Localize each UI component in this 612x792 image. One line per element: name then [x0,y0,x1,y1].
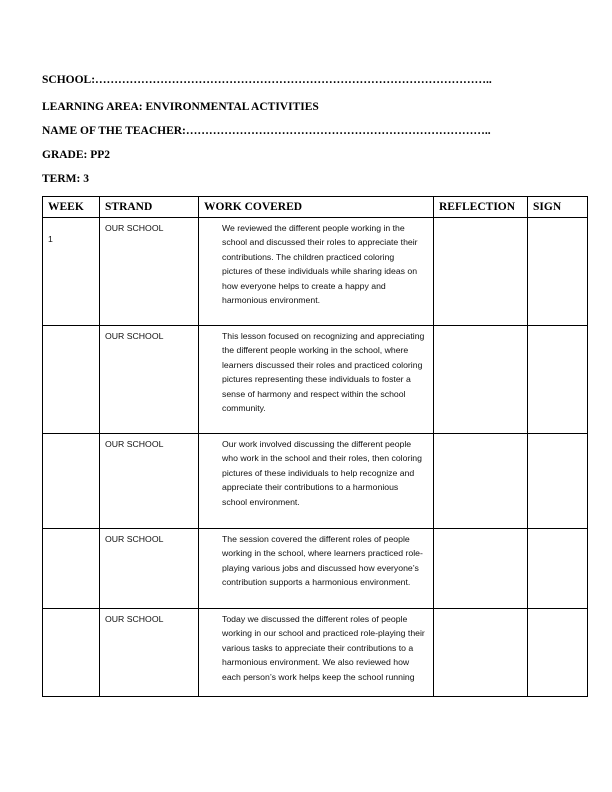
work-covered-cell: The session covered the different roles of people working in the school, where learners practiced role-playing various jobs and discussed how everyone’s contribution supports a harmonious environment. [199,529,434,609]
strand-cell: OUR SCHOOL [100,326,199,434]
work-covered-cell: Our work involved discussing the different people who work in the school and their roles, then coloring pictures of these individuals to help recognize and appreciate their contributions to a harmonious school environment. [199,434,434,529]
work-covered-cell: This lesson focused on recognizing and appreciating the different people working in the school, where learners discussed their roles and practiced coloring pictures representing these individuals to foster a sense of harmony and respect within the school community. [199,326,434,434]
table-row [43,326,588,434]
learning-area-heading: LEARNING AREA: ENVIRONMENTAL ACTIVITIES [42,101,319,113]
strand-cell: OUR SCHOOL [100,529,199,609]
week-cell: 1 [43,218,100,326]
table-row [43,529,588,609]
table-row [43,218,588,326]
record-of-work-table [42,196,588,697]
sign-cell [528,326,588,434]
table-row [43,434,588,529]
column-header-reflection: REFLECTION [434,197,528,218]
sign-cell [528,529,588,609]
column-header-strand: STRAND [100,197,199,218]
reflection-cell [434,218,528,326]
sign-cell [528,609,588,697]
week-cell [43,529,100,609]
strand-cell: OUR SCHOOL [100,218,199,326]
strand-cell: OUR SCHOOL [100,609,199,697]
column-header-sign: SIGN [528,197,588,218]
table-row [43,609,588,697]
column-header-work-covered: WORK COVERED [199,197,434,218]
reflection-cell [434,434,528,529]
reflection-cell [434,609,528,697]
term-field: TERM: 3 [42,173,89,185]
reflection-cell [434,326,528,434]
column-header-week: WEEK [43,197,100,218]
strand-cell: OUR SCHOOL [100,434,199,529]
work-covered-cell: We reviewed the different people working in the school and discussed their roles to appreciate their contributions. The children practiced coloring pictures of these individuals while sharing ideas on how everyone helps to create a happy and harmonious environment. [199,218,434,326]
grade-field: GRADE: PP2 [42,149,111,161]
week-cell [43,609,100,697]
reflection-cell [434,529,528,609]
week-cell [43,434,100,529]
sign-cell [528,218,588,326]
work-covered-cell: Today we discussed the different roles of people working in our school and practiced role-playing their various tasks to appreciate their contributions to a harmonious environment. We also reviewed how each person’s work helps keep the school running [199,609,434,697]
table-header-row [43,197,588,218]
sign-cell [528,434,588,529]
week-cell [43,326,100,434]
teacher-name-field: NAME OF THE TEACHER:…………………………………………………………………….. [42,125,491,137]
school-field: SCHOOL:………………………………………………………………………………………….. [42,74,492,86]
